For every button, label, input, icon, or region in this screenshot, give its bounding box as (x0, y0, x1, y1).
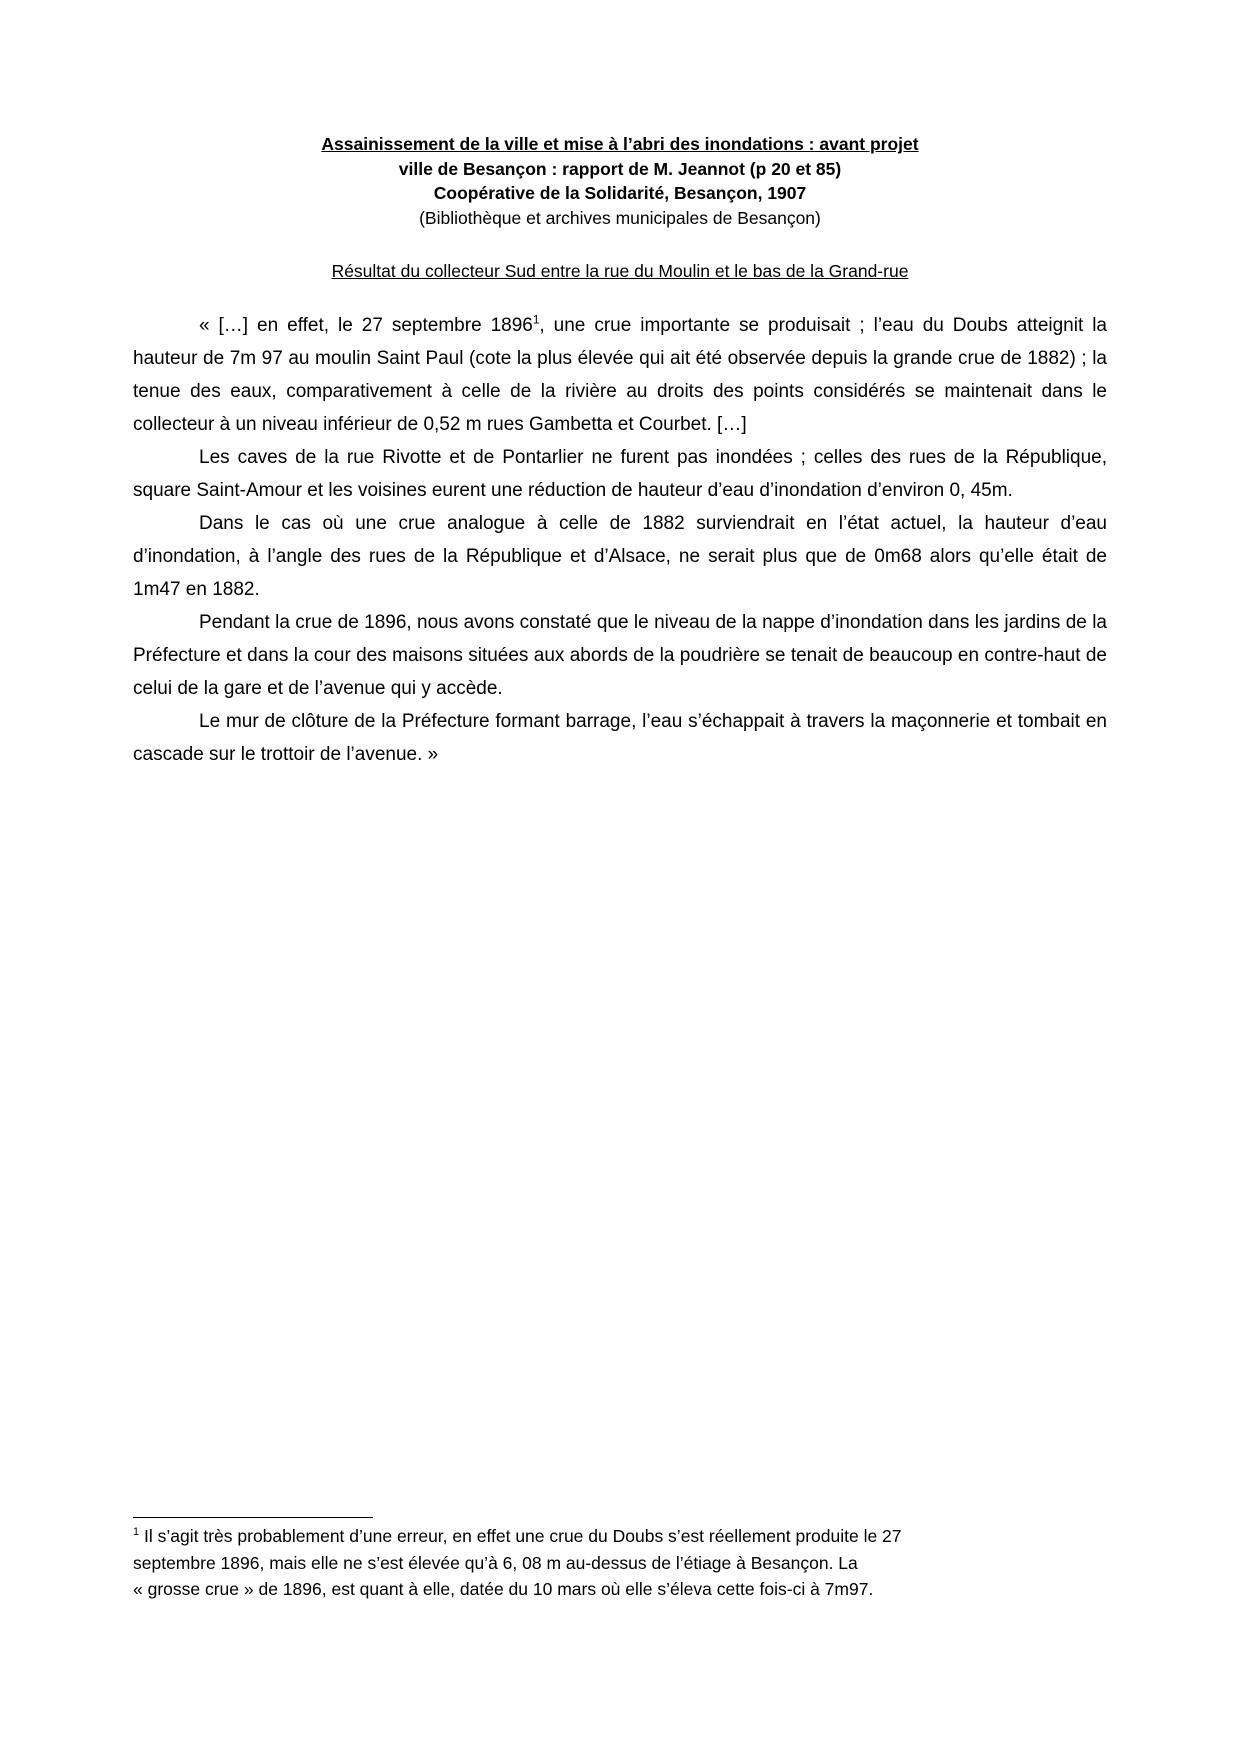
footnote-line-1-text: Il s’agit très probablement d’une erreur, en effet une crue du Doubs s’est réellement produite le 27 (144, 1526, 902, 1546)
paragraph-1 (133, 309, 1107, 441)
paragraph-5: Le mur de clôture de la Préfecture formant barrage, l’eau s’échappait à travers la maçonnerie et tombait en cascade sur le trottoir de l’avenue. » (133, 711, 1107, 765)
section-heading (133, 259, 1107, 283)
paragraph-4: Pendant la crue de 1896, nous avons constaté que le niveau de la nappe d’inondation dans les jardins de la Préfecture et dans la cour des maisons situées aux abords de la poudrière se tenait de beaucoup en contre-haut de celui de la gare et de l’avenue qui y accède. (133, 612, 1107, 699)
paragraph-3: Dans le cas où une crue analogue à celle de 1882 surviendrait en l’état actuel, la hauteur d’eau d’inondation, à l’angle des rues de la République et d’Alsace, ne serait plus que de 0m68 alors qu’elle était de 1m47 en 1882. (133, 513, 1107, 600)
footnote-separator-rule (133, 1517, 373, 1518)
document-subtitle-report: ville de Besançon : rapport de M. Jeannot (p 20 et 85) (398, 158, 842, 179)
footnote-number: 1 (133, 1526, 140, 1539)
footnote-block (133, 1517, 1107, 1603)
footnote-line-3: « grosse crue » de 1896, est quant à elle, datée du 10 mars où elle s’éleva cette fois-ci à 7m97. (133, 1579, 874, 1599)
footnote-reference-marker: 1 (532, 313, 540, 327)
document-header (133, 132, 1107, 230)
paragraph-2: Les caves de la rue Rivotte et de Pontarlier ne furent pas inondées ; celles des rues de la République, square Saint-Amour et les voisines eurent une réduction de hauteur d’eau d’inondation d’environ 0, 45m. (133, 447, 1107, 501)
paragraph-1-text-before-ref: « […] en effet, le 27 septembre 1896 (199, 315, 533, 336)
footnote-line-1 (133, 1523, 1107, 1550)
document-subtitle-archive: (Bibliothèque et archives municipales de Besançon) (419, 207, 821, 228)
section-heading-text: Résultat du collecteur Sud entre la rue du Moulin et le bas de la Grand-rue (331, 261, 909, 281)
document-title (133, 132, 1107, 157)
paragraph-1-text-after-ref: , une crue importante se produisait ; l’eau du Doubs atteignit la hauteur de 7m 97 au moulin Saint Paul (cote la plus élevée qui ait été observée depuis la grande crue de 1882) ; la tenue des eaux, comparativement à celle de la rivière au droits des points considérés se maintenait dans le collecteur à un niveau inférieur de 0,52 m rues Gambetta et Courbet. […] (133, 315, 1107, 435)
footnote-line-2: septembre 1896, mais elle ne s’est élevée qu’à 6, 08 m au-dessus de l’étiage à Besançon. La (133, 1552, 858, 1573)
document-subtitle-publisher: Coopérative de la Solidarité, Besançon, 1907 (433, 183, 807, 203)
document-title-text: Assainissement de la ville et mise à l’abri des inondations : avant projet (321, 134, 919, 154)
document-body (133, 309, 1107, 771)
